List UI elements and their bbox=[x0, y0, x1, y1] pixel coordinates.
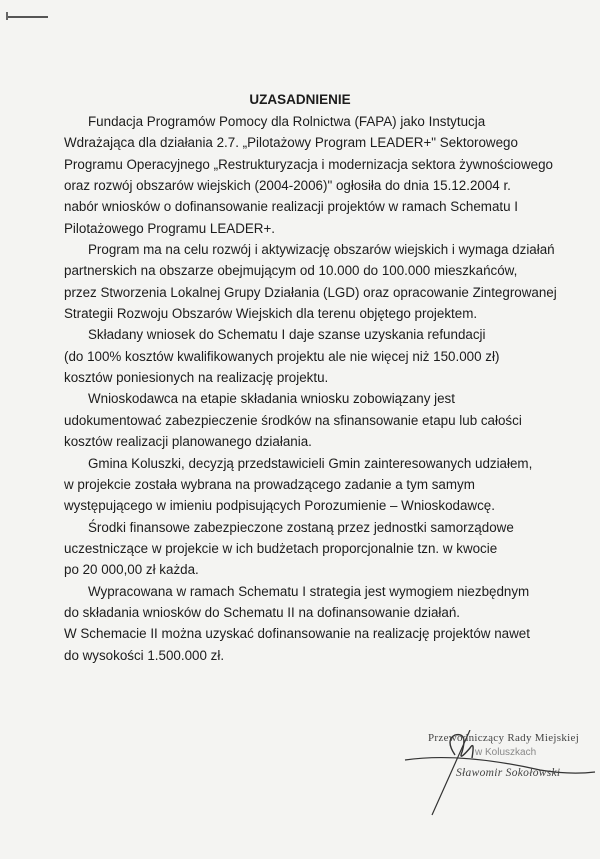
document-body bbox=[64, 111, 594, 666]
paragraph-line: W Schemacie II można uzyskać dofinansowanie na realizację projektów nawet bbox=[64, 626, 530, 642]
paragraph-line: Strategii Rozwoju Obszarów Wiejskich dla terenu objętego projektem. bbox=[64, 306, 478, 322]
paragraph-first-line: Gmina Koluszki, decyzją przedstawicieli Gmin zainteresowanych udziałem, bbox=[88, 455, 533, 471]
signature-name: Sławomir Sokołowski bbox=[456, 767, 561, 779]
paragraph-line: do składania wniosków do Schematu II na dofinansowanie działań. bbox=[64, 604, 461, 620]
paragraph-line: występującego w imieniu podpisujących Porozumienie – Wnioskodawcę. bbox=[64, 498, 495, 514]
paragraph-line: Programu Operacyjnego „Restrukturyzacja i modernizacja sektora żywnościowego bbox=[64, 156, 553, 172]
scan-mark bbox=[8, 16, 48, 18]
paragraph-line: udokumentować zabezpieczenie środków na sfinansowanie etapu lub całości bbox=[64, 412, 522, 428]
paragraph-line: kosztów poniesionych na realizację projektu. bbox=[64, 370, 329, 386]
paragraph-first-line: Wypracowana w ramach Schematu I strategia jest wymogiem niezbędnym bbox=[88, 583, 530, 599]
paragraph-line: partnerskich na obszarze obejmującym od 10.000 do 100.000 mieszkańców, bbox=[64, 263, 518, 279]
paragraph-first-line: Program ma na celu rozwój i aktywizację obszarów wiejskich i wymaga działań bbox=[88, 242, 555, 258]
paragraph-line: (do 100% kosztów kwalifikowanych projektu ale nie więcej niż 150.000 zł) bbox=[64, 348, 500, 364]
paragraph-first-line: Fundacja Programów Pomocy dla Rolnictwa (FAPA) jako Instytucja bbox=[88, 114, 486, 129]
paragraph-first-line: Wnioskodawca na etapie składania wniosku zobowiązany jest bbox=[88, 391, 455, 407]
paragraph-line: Wdrażająca dla działania 2.7. „Pilotażowy Program LEADER+" Sektorowego bbox=[64, 135, 518, 151]
paragraph-first-line: Środki finansowe zabezpieczone zostaną przez jednostki samorządowe bbox=[88, 519, 514, 535]
document-title: UZASADNIENIE bbox=[249, 92, 351, 107]
handwritten-signature bbox=[400, 730, 600, 830]
paragraph-line: uczestniczące w projekcie w ich budżetach proporcjonalnie tzn. w kwocie bbox=[64, 540, 498, 556]
paragraph-line: kosztów realizacji planowanego działania. bbox=[64, 434, 312, 450]
scan-mark bbox=[6, 12, 8, 20]
signature-stamp-place: w Koluszkach bbox=[475, 747, 537, 758]
paragraph-line: w projekcie została wybrana na prowadzącego zadanie a tym samym bbox=[64, 476, 475, 492]
paragraph-line: Pilotażowego Programu LEADER+. bbox=[64, 220, 276, 236]
paragraph-line: oraz rozwój obszarów wiejskich (2004-2006)" ogłosiła do dnia 15.12.2004 r. bbox=[64, 178, 511, 194]
paragraph-line: do wysokości 1.500.000 zł. bbox=[64, 647, 225, 663]
signature-role: Przewodniczący Rady Miejskiej bbox=[428, 732, 580, 744]
paragraph-first-line: Składany wniosek do Schematu I daje szanse uzyskania refundacji bbox=[88, 327, 486, 343]
paragraph-line: przez Stworzenia Lokalnej Grupy Działania (LGD) oraz opracowanie Zintegrowanej bbox=[64, 284, 557, 300]
paragraph-line: nabór wniosków o dofinansowanie realizacji projektów w ramach Schematu I bbox=[64, 199, 519, 215]
paragraph-line: po 20 000,00 zł każda. bbox=[64, 562, 199, 578]
